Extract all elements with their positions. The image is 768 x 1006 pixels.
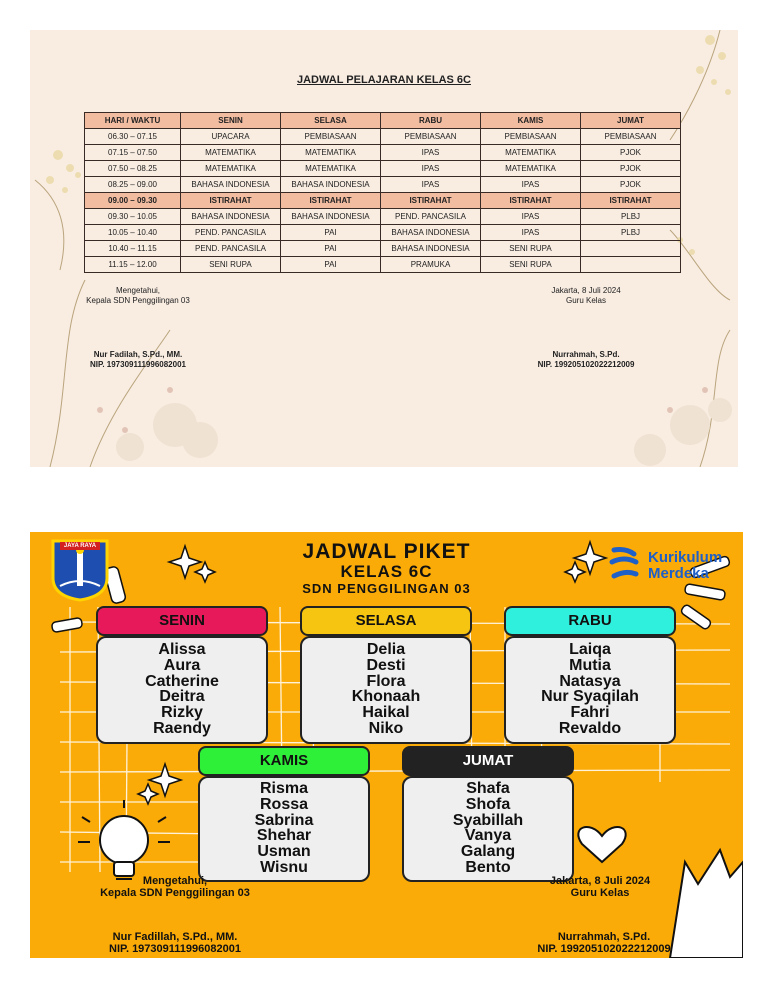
day-header-selasa	[300, 606, 472, 636]
heart-icon	[578, 827, 625, 862]
signature-caption: Mengetahui,	[142, 875, 208, 887]
signatory-name: Nurrahmah, S.Pd.	[557, 931, 651, 943]
table-cell: MATEMATIKA	[481, 145, 581, 161]
table-cell: PEND. PANCASILA	[381, 209, 481, 225]
day-header-kamis	[198, 746, 370, 776]
table-cell: 09.00 – 09.30	[85, 193, 181, 209]
student-name: Usman	[257, 843, 311, 861]
table-cell: IPAS	[481, 209, 581, 225]
left-signature-block	[80, 286, 196, 306]
student-name: Syabillah	[452, 811, 524, 829]
table-row	[85, 257, 681, 273]
schedule-title: JADWAL PELAJARAN KELAS 6C	[297, 74, 471, 86]
table-cell: PJOK	[581, 161, 681, 177]
day-header-senin	[96, 606, 268, 636]
lightbulb-icon	[78, 800, 170, 879]
right-signatory	[530, 350, 642, 370]
table-cell: PAI	[281, 241, 381, 257]
day-box-rabu	[504, 636, 676, 744]
student-name: Sabrina	[254, 811, 314, 829]
day-header-jumat	[402, 746, 574, 776]
table-row	[85, 225, 681, 241]
table-cell	[581, 241, 681, 257]
schedule-page	[30, 30, 738, 467]
table-cell: BAHASA INDONESIA	[381, 241, 481, 257]
table-cell: PEMBIASAAN	[481, 129, 581, 145]
table-cell: PJOK	[581, 145, 681, 161]
student-name: Shehar	[256, 827, 312, 845]
table-cell: PEMBIASAAN	[381, 129, 481, 145]
student-name: Haikal	[362, 704, 410, 722]
table-cell: SENI RUPA	[181, 257, 281, 273]
student-name: Flora	[366, 672, 406, 690]
day-box-senin	[96, 636, 268, 744]
table-cell: BAHASA INDONESIA	[181, 177, 281, 193]
table-cell	[581, 257, 681, 273]
table-cell: 07.50 – 08.25	[85, 161, 181, 177]
table-cell: IPAS	[481, 225, 581, 241]
signatory-name: Nur Fadillah, S.Pd., MM.	[112, 931, 238, 943]
student-name: Aura	[163, 656, 201, 674]
table-cell: IPAS	[381, 161, 481, 177]
table-cell: MATEMATIKA	[481, 161, 581, 177]
signature-date: Jakarta, 8 Juli 2024	[551, 286, 621, 295]
table-cell: BAHASA INDONESIA	[281, 209, 381, 225]
break-row	[85, 193, 681, 209]
header-rabu: RABU	[381, 113, 481, 129]
piket-title: JADWAL PIKET	[302, 540, 471, 563]
table-cell: 08.25 – 09.00	[85, 177, 181, 193]
table-cell: IPAS	[481, 177, 581, 193]
table-cell: PAI	[281, 225, 381, 241]
table-row	[85, 161, 681, 177]
day-label: JUMAT	[462, 752, 514, 769]
signature-date: Jakarta, 8 Juli 2024	[549, 875, 651, 887]
signatory-nip: NIP. 197309111996082001	[109, 943, 241, 955]
signature-caption: Mengetahui,	[115, 286, 161, 295]
signature-role: Kepala SDN Penggilingan 03	[86, 296, 190, 305]
day-label: KAMIS	[259, 752, 309, 769]
table-cell: MATEMATIKA	[181, 145, 281, 161]
day-box-jumat	[402, 776, 574, 882]
signature-role: Guru Kelas	[570, 887, 630, 899]
table-cell: PEMBIASAAN	[581, 129, 681, 145]
day-box-kamis	[198, 776, 370, 882]
student-name: Khonaah	[351, 688, 421, 706]
logo-text: JAYA RAYA	[63, 543, 97, 549]
student-name: Shafa	[466, 780, 510, 797]
signatory-nip: NIP. 197309111996082001	[90, 360, 186, 369]
piket-left-signature	[80, 875, 270, 899]
table-cell: PJOK	[581, 177, 681, 193]
table-cell: PRAMUKA	[381, 257, 481, 273]
piket-school: SDN PENGGILINGAN 03	[302, 581, 471, 596]
header-selasa: SELASA	[281, 113, 381, 129]
table-cell: ISTIRAHAT	[281, 193, 381, 209]
table-cell: 11.15 – 12.00	[85, 257, 181, 273]
piket-right-signature	[530, 875, 670, 899]
student-name: Delia	[366, 641, 406, 658]
piket-page	[30, 532, 743, 958]
signatory-nip: NIP. 199205102022212009	[537, 943, 671, 955]
student-name: Shofa	[465, 795, 511, 813]
student-name: Fahri	[570, 704, 610, 722]
header-kamis: KAMIS	[481, 113, 581, 129]
piket-class: KELAS 6C	[340, 562, 433, 581]
signatory-name: Nurrahmah, S.Pd.	[552, 350, 620, 359]
table-cell: BAHASA INDONESIA	[181, 209, 281, 225]
table-cell: MATEMATIKA	[181, 161, 281, 177]
table-cell: MATEMATIKA	[281, 145, 381, 161]
student-name: Revaldo	[558, 719, 622, 737]
table-cell: BAHASA INDONESIA	[281, 177, 381, 193]
student-name: Vanya	[464, 827, 512, 845]
student-name: Nur Syaqilah	[541, 688, 639, 706]
piket-right-signatory	[514, 931, 694, 955]
table-cell: ISTIRAHAT	[381, 193, 481, 209]
day-box-selasa	[300, 636, 472, 744]
brand-line1: Kurikulum	[648, 549, 723, 566]
student-name: Laiqa	[569, 641, 611, 658]
table-row	[85, 177, 681, 193]
student-name: Alissa	[158, 641, 206, 658]
table-cell: 10.40 – 11.15	[85, 241, 181, 257]
table-cell: PEMBIASAAN	[281, 129, 381, 145]
table-cell: 10.05 – 10.40	[85, 225, 181, 241]
table-cell: 09.30 – 10.05	[85, 209, 181, 225]
student-name: Raendy	[153, 719, 211, 737]
table-row	[85, 241, 681, 257]
right-signature-block	[536, 286, 636, 306]
student-name: Rossa	[259, 795, 309, 813]
student-name: Natasya	[559, 672, 621, 690]
table-cell: ISTIRAHAT	[581, 193, 681, 209]
student-name: Rizky	[161, 704, 203, 722]
table-cell: MATEMATIKA	[281, 161, 381, 177]
table-row	[85, 145, 681, 161]
table-cell: ISTIRAHAT	[181, 193, 281, 209]
table-cell: PEND. PANCASILA	[181, 241, 281, 257]
table-cell: PEND. PANCASILA	[181, 225, 281, 241]
table-cell: 07.15 – 07.50	[85, 145, 181, 161]
table-cell: 06.30 – 07.15	[85, 129, 181, 145]
header-jumat: JUMAT	[581, 113, 681, 129]
table-cell: UPACARA	[181, 129, 281, 145]
table-row	[85, 129, 681, 145]
table-cell: IPAS	[381, 177, 481, 193]
left-signatory	[80, 350, 196, 370]
student-name: Catherine	[145, 672, 219, 690]
header-senin: SENIN	[181, 113, 281, 129]
day-label: RABU	[568, 612, 612, 629]
student-name: Galang	[460, 843, 516, 861]
signature-role: Kepala SDN Penggilingan 03	[100, 887, 250, 899]
table-cell: SENI RUPA	[481, 257, 581, 273]
student-name: Mutia	[569, 656, 611, 674]
header-time: HARI / WAKTU	[85, 113, 181, 129]
student-name: Wisnu	[260, 858, 308, 876]
student-name: Desti	[366, 656, 406, 674]
table-cell: IPAS	[381, 145, 481, 161]
table-cell: SENI RUPA	[481, 241, 581, 257]
day-label: SELASA	[355, 612, 417, 629]
piket-left-signatory	[80, 931, 270, 955]
student-name: Niko	[368, 719, 404, 737]
table-row	[85, 209, 681, 225]
table-header-row	[85, 113, 681, 129]
student-name: Bento	[465, 858, 511, 876]
day-header-rabu	[504, 606, 676, 636]
signatory-name: Nur Fadilah, S.Pd., MM.	[93, 350, 183, 359]
brand-line2: Merdeka	[648, 565, 709, 582]
table-cell: BAHASA INDONESIA	[381, 225, 481, 241]
table-cell: ISTIRAHAT	[481, 193, 581, 209]
signature-role: Guru Kelas	[565, 296, 607, 305]
signatory-nip: NIP. 199205102022212009	[537, 360, 635, 369]
student-name: Deitra	[159, 688, 205, 706]
table-cell: PLBJ	[581, 225, 681, 241]
day-label: SENIN	[159, 612, 205, 629]
table-cell: PLBJ	[581, 209, 681, 225]
table-cell: PAI	[281, 257, 381, 273]
schedule-table	[84, 112, 681, 273]
student-name: Risma	[259, 780, 309, 797]
